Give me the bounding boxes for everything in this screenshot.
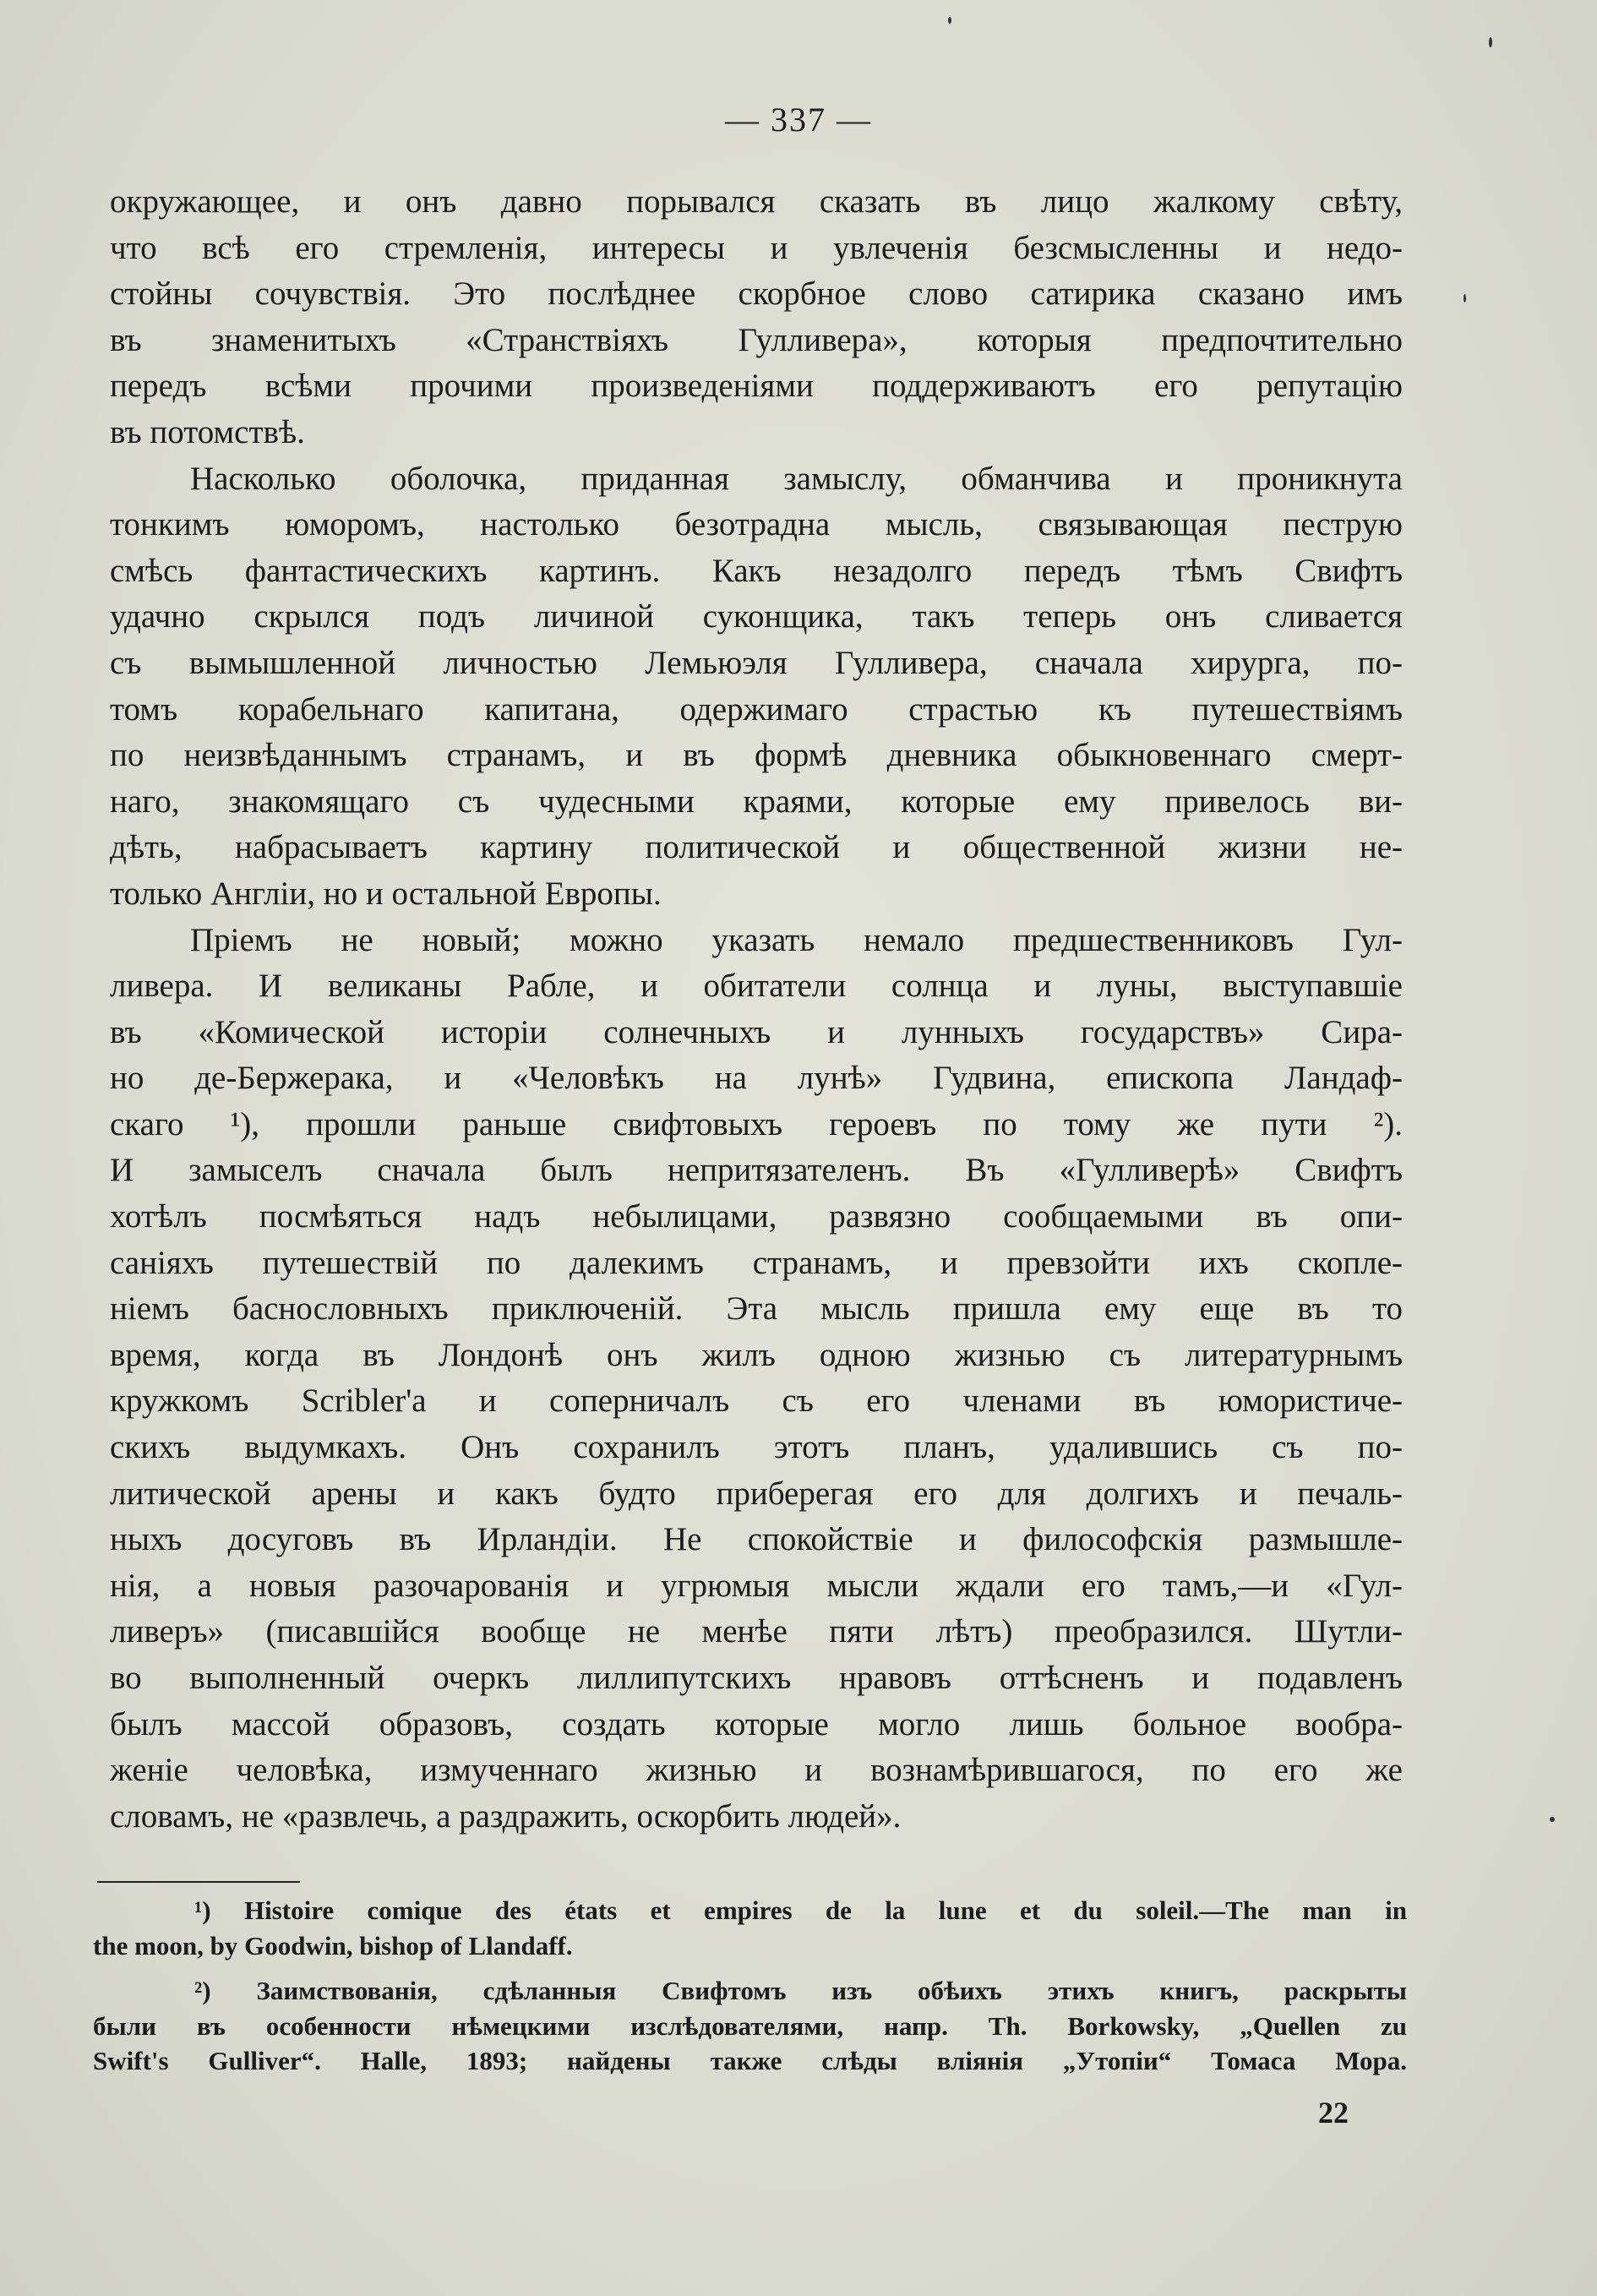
text-line: литической арены и какъ будто приберегая его для долгихъ и печаль- — [110, 1475, 1403, 1512]
text-line: кружкомъ Scribler'а и соперничалъ съ его членами въ юмористиче- — [110, 1383, 1403, 1420]
text-line: окружающее, и онъ давно порывался сказать въ лицо жалкому свѣту, — [110, 183, 1403, 220]
text-line: дѣть, набрасываетъ картину политической и общественной жизни не- — [110, 829, 1403, 866]
text-line: нія, а новыя разочарованія и угрюмыя мысли ждали его тамъ,—и «Гул- — [110, 1567, 1403, 1604]
print-speck — [1463, 294, 1466, 303]
footnote-line: the moon, by Goodwin, bishop of Llandaff. — [93, 1930, 573, 1961]
text-line: ныхъ досуговъ въ Ирландіи. Не спокойствіе и философскія размышле- — [110, 1521, 1403, 1558]
footnote-gap — [93, 1963, 1407, 1973]
text-line: по неизвѣданнымъ странамъ, и въ формѣ дневника обыкновеннаго смерт- — [110, 737, 1403, 774]
text-line: съ вымышленной личностью Лемьюэля Гулливера, сначала хирурга, по- — [110, 644, 1403, 681]
text-line: хотѣлъ посмѣяться надъ небылицами, развязно сообщаемыми въ опи- — [110, 1198, 1403, 1235]
text-line: тонкимъ юморомъ, настолько безотрадна мысль, связывающая пеструю — [110, 506, 1403, 543]
text-line: томъ корабельнаго капитана, одержимаго страстью къ путешествіямъ — [110, 690, 1403, 728]
text-line: былъ массой образовъ, создать которые могло лишь больное вообра- — [110, 1705, 1403, 1742]
text-line: въ знаменитыхъ «Странствіяхъ Гулливера», которыя предпочтительно — [110, 321, 1403, 358]
text-line: женіе человѣка, измученнаго жизнью и вознамѣрившагося, по его же — [110, 1752, 1403, 1789]
text-line: въ «Комической исторіи солнечныхъ и лунныхъ государствъ» Сира- — [110, 1013, 1403, 1050]
print-speck — [1550, 1817, 1555, 1822]
text-line: Насколько оболочка, приданная замыслу, обманчива и проникнута — [190, 460, 1403, 497]
text-line: стойны сочувствія. Это послѣднее скорбное слово сатирика сказано имъ — [110, 275, 1403, 313]
footnote-line: Swift's Gulliver“. Halle, 1893; найдены также слѣды вліянія „Утопіи“ Томаса Мора. — [93, 2046, 1407, 2075]
body-text — [110, 179, 1403, 1840]
text-line: но де-Бержерака, и «Человѣкъ на лунѣ» Гудвина, епископа Ландаф- — [110, 1060, 1403, 1097]
text-line: Пріемъ не новый; можно указать немало предшественниковъ Гул- — [190, 921, 1403, 958]
print-speck — [1489, 37, 1492, 47]
page-number: — 337 — — [725, 101, 872, 139]
footnote-line: ²) Заимствованія, сдѣланныя Свифтомъ изъ обѣихъ этихъ книгъ, раскрыты — [194, 1976, 1407, 2005]
print-speck — [948, 17, 951, 24]
text-line: словамъ, не «развлечь, а раздражить, оскорбить людей». — [110, 1797, 902, 1835]
text-line: въ потомствѣ. — [110, 413, 305, 450]
text-line: саніяхъ путешествій по далекимъ странамъ, и превзойти ихъ скопле- — [110, 1244, 1403, 1281]
footnotes — [93, 1893, 1407, 2079]
text-line: ніемъ баснословныхъ приключеній. Эта мысль пришла ему еще въ то — [110, 1290, 1403, 1328]
text-line: наго, знакомящаго съ чудесными краями, которые ему привелось ви- — [110, 783, 1403, 820]
footnote-line: ¹) Histoire comique des états et empires de la lune et du soleil.—The man in — [194, 1895, 1407, 1925]
text-line: во выполненный очеркъ лиллипутскихъ нравовъ оттѣсненъ и подавленъ — [110, 1660, 1403, 1696]
text-line: ливера. И великаны Рабле, и обитатели солнца и луны, выступавшіе — [110, 968, 1403, 1005]
text-line: скаго ¹), прошли раньше свифтовыхъ героевъ по тому же пути ²). — [110, 1105, 1403, 1143]
signature-mark: 22 — [1318, 2096, 1349, 2130]
text-line: скихъ выдумкахъ. Онъ сохранилъ этотъ планъ, удалившись съ по- — [110, 1429, 1403, 1466]
text-line: смѣсь фантастическихъ картинъ. Какъ незадолго передъ тѣмъ Свифтъ — [110, 552, 1403, 589]
text-line: удачно скрылся подъ личиной суконщика, такъ теперь онъ сливается — [110, 598, 1403, 635]
text-line: только Англіи, но и остальной Европы. — [110, 875, 662, 912]
footnote-separator — [97, 1881, 300, 1883]
text-line: что всѣ его стремленія, интересы и увлеченія безсмысленны и недо- — [110, 229, 1403, 266]
footnote-line: были въ особенности нѣмецкими изслѣдователями, напр. Th. Borkowsky, „Quellen zu — [93, 2010, 1407, 2041]
text-line: ливеръ» (писавшійся вообще не менѣе пяти лѣтъ) преобразился. Шутли- — [110, 1613, 1403, 1650]
text-line: передъ всѣми прочими произведеніями поддерживаютъ его репутацію — [110, 368, 1403, 405]
text-line: время, когда въ Лондонѣ онъ жилъ одною жизнью съ литературнымъ — [110, 1336, 1403, 1373]
text-line: И замыселъ сначала былъ непритязателенъ. Въ «Гулливерѣ» Свифтъ — [110, 1152, 1403, 1189]
